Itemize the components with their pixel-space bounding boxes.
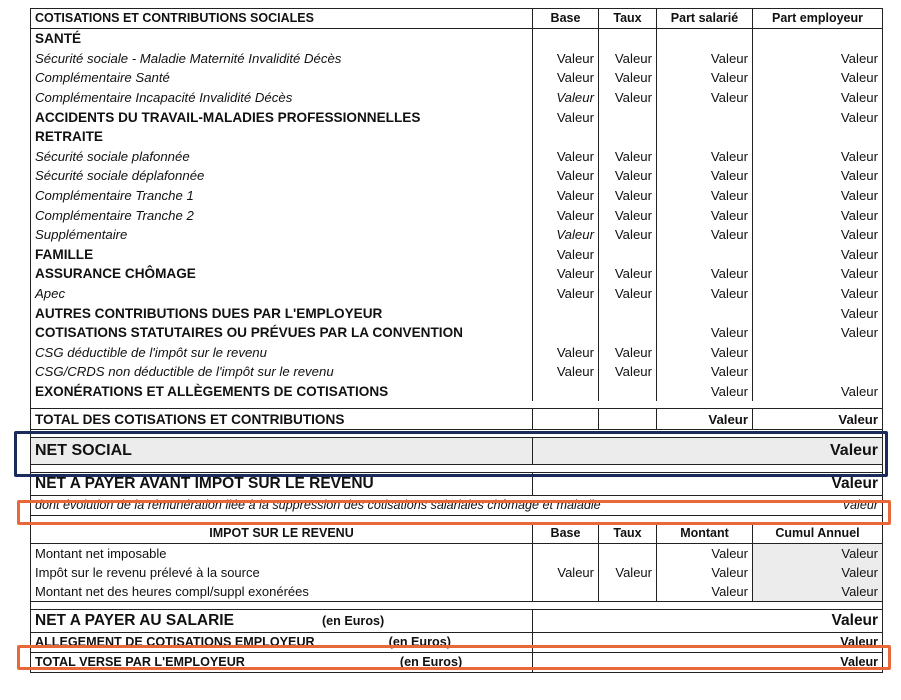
impot-label: Montant net imposable [31, 543, 533, 563]
cotisation-part-employeur: Valeur [753, 107, 883, 127]
cotisations-header-row [31, 9, 883, 29]
cotisation-part-salarie: Valeur [657, 382, 753, 402]
cotisation-part-employeur: Valeur [753, 205, 883, 225]
cotisation-row [31, 343, 883, 363]
cotisation-part-salarie: Valeur [657, 362, 753, 382]
cotisation-label: CSG déductible de l'impôt sur le revenu [31, 343, 533, 363]
cotisation-label: Sécurité sociale plafonnée [31, 147, 533, 167]
cotisation-base [533, 127, 599, 147]
header-base: Base [533, 9, 599, 29]
cotisation-part-employeur [753, 29, 883, 49]
cotisation-taux: Valeur [599, 68, 657, 88]
cotisation-part-employeur: Valeur [753, 68, 883, 88]
cotisation-part-salarie [657, 127, 753, 147]
impot-header-title: IMPOT SUR LE REVENU [31, 523, 533, 543]
total-part-employeur: Valeur [753, 409, 883, 430]
impot-montant: Valeur [657, 563, 753, 582]
cotisation-base: Valeur [533, 284, 599, 304]
cotisation-base: Valeur [533, 205, 599, 225]
allegement-highlight [17, 645, 891, 670]
impot-header-cumul: Cumul Annuel [753, 523, 883, 543]
cotisation-base: Valeur [533, 68, 599, 88]
cotisation-label: SANTÉ [31, 29, 533, 49]
cotisation-row [31, 107, 883, 127]
cotisation-part-salarie: Valeur [657, 147, 753, 167]
cotisation-base: Valeur [533, 166, 599, 186]
cotisation-taux: Valeur [599, 147, 657, 167]
impot-table [30, 523, 883, 601]
cotisation-taux: Valeur [599, 225, 657, 245]
cotisation-base [533, 323, 599, 343]
net-avant-impot-value: Valeur [533, 472, 883, 495]
cotisation-row [31, 205, 883, 225]
dont-evolution-value: Valeur [753, 495, 883, 515]
cotisation-base [533, 382, 599, 402]
cotisation-row [31, 29, 883, 49]
cotisation-taux: Valeur [599, 343, 657, 363]
impot-taux [599, 582, 657, 601]
cotisations-table [30, 8, 883, 401]
cotisation-taux [599, 323, 657, 343]
cotisation-part-employeur: Valeur [753, 284, 883, 304]
cotisation-taux [599, 107, 657, 127]
cotisation-base [533, 303, 599, 323]
cotisation-part-salarie: Valeur [657, 205, 753, 225]
cotisation-row [31, 49, 883, 69]
cotisation-part-employeur [753, 362, 883, 382]
cotisation-part-employeur: Valeur [753, 245, 883, 265]
cotisation-part-salarie: Valeur [657, 68, 753, 88]
cotisation-part-employeur: Valeur [753, 382, 883, 402]
impot-label: Impôt sur le revenu prélevé à la source [31, 563, 533, 582]
cotisation-base: Valeur [533, 343, 599, 363]
cotisation-taux: Valeur [599, 166, 657, 186]
cotisation-label: Apec [31, 284, 533, 304]
cotisation-base [533, 29, 599, 49]
net-social-value: Valeur [533, 437, 883, 464]
cotisation-part-salarie [657, 107, 753, 127]
cotisation-row [31, 382, 883, 402]
impot-taux [599, 543, 657, 563]
net-avant-impot-label: NET A PAYER AVANT IMPOT SUR LE REVENU [31, 472, 533, 495]
cotisation-part-employeur: Valeur [753, 264, 883, 284]
net-salarie-label: NET A PAYER AU SALARIE [35, 611, 234, 629]
cotisation-row [31, 264, 883, 284]
cotisation-taux: Valeur [599, 284, 657, 304]
cotisation-part-salarie [657, 245, 753, 265]
cotisation-label: ASSURANCE CHÔMAGE [31, 264, 533, 284]
cotisation-row [31, 303, 883, 323]
total-label: TOTAL DES COTISATIONS ET CONTRIBUTIONS [31, 409, 533, 430]
cotisation-label: Sécurité sociale déplafonnée [31, 166, 533, 186]
cotisation-part-employeur: Valeur [753, 88, 883, 108]
cotisation-label: Complémentaire Tranche 1 [31, 186, 533, 206]
payslip-sheet [30, 8, 882, 673]
cotisation-base: Valeur [533, 225, 599, 245]
cotisation-label: Sécurité sociale - Maladie Maternité Invalidité Décès [31, 49, 533, 69]
cotisation-base: Valeur [533, 264, 599, 284]
cotisation-taux: Valeur [599, 49, 657, 69]
cotisation-row [31, 147, 883, 167]
cotisation-taux: Valeur [599, 205, 657, 225]
dont-evolution-label: dont évolution de la rémunération liée à la suppression des cotisations salariales chômage et maladie [31, 495, 753, 515]
impot-header-taux: Taux [599, 523, 657, 543]
impot-base: Valeur [533, 563, 599, 582]
impot-header-montant: Montant [657, 523, 753, 543]
cotisation-label: COTISATIONS STATUTAIRES OU PRÉVUES PAR LA CONVENTION [31, 323, 533, 343]
cotisation-part-employeur: Valeur [753, 186, 883, 206]
impot-cumul: Valeur [753, 582, 883, 601]
net-social-label: NET SOCIAL [31, 437, 533, 464]
header-part-employeur: Part employeur [753, 9, 883, 29]
cotisation-base: Valeur [533, 245, 599, 265]
header-taux: Taux [599, 9, 657, 29]
total-part-salarie: Valeur [657, 409, 753, 430]
impot-header-row [31, 523, 883, 543]
cotisation-part-salarie: Valeur [657, 284, 753, 304]
net-salarie-cell [31, 609, 533, 632]
impot-row [31, 582, 883, 601]
cotisation-label: EXONÉRATIONS ET ALLÈGEMENTS DE COTISATIONS [31, 382, 533, 402]
cotisation-taux: Valeur [599, 362, 657, 382]
cotisation-base: Valeur [533, 107, 599, 127]
impot-montant: Valeur [657, 543, 753, 563]
cotisation-part-salarie: Valeur [657, 186, 753, 206]
cotisation-row [31, 225, 883, 245]
cotisation-part-employeur [753, 343, 883, 363]
impot-row [31, 543, 883, 563]
impot-header-base: Base [533, 523, 599, 543]
cotisation-part-employeur: Valeur [753, 323, 883, 343]
cotisation-taux: Valeur [599, 264, 657, 284]
cotisation-base: Valeur [533, 362, 599, 382]
cotisation-taux [599, 382, 657, 402]
cotisation-label: AUTRES CONTRIBUTIONS DUES PAR L'EMPLOYEUR [31, 303, 533, 323]
cotisation-row [31, 68, 883, 88]
impot-cumul: Valeur [753, 563, 883, 582]
cotisation-part-salarie: Valeur [657, 49, 753, 69]
net-salarie-value: Valeur [533, 609, 883, 632]
cotisation-part-salarie: Valeur [657, 343, 753, 363]
cotisation-label: ACCIDENTS DU TRAVAIL-MALADIES PROFESSIONNELLES [31, 107, 533, 127]
cotisation-taux: Valeur [599, 88, 657, 108]
cotisation-part-employeur: Valeur [753, 303, 883, 323]
cotisation-base: Valeur [533, 186, 599, 206]
cotisation-part-salarie: Valeur [657, 166, 753, 186]
cotisation-base: Valeur [533, 49, 599, 69]
cotisation-row [31, 362, 883, 382]
cotisation-label: Supplémentaire [31, 225, 533, 245]
impot-base [533, 543, 599, 563]
cotisation-row [31, 284, 883, 304]
impot-montant: Valeur [657, 582, 753, 601]
cotisation-part-employeur: Valeur [753, 49, 883, 69]
total-verse-label: TOTAL VERSE PAR L'EMPLOYEUR [35, 654, 245, 669]
allegement-value: Valeur [533, 632, 883, 652]
allegement-label: ALLEGEMENT DE COTISATIONS EMPLOYEUR [35, 634, 315, 649]
cotisation-row [31, 323, 883, 343]
impot-row [31, 563, 883, 582]
dont-evolution-highlight [17, 500, 891, 525]
impot-base [533, 582, 599, 601]
cotisation-taux [599, 245, 657, 265]
cotisation-part-salarie: Valeur [657, 88, 753, 108]
cotisation-part-salarie: Valeur [657, 323, 753, 343]
cotisation-row [31, 88, 883, 108]
cotisation-base: Valeur [533, 88, 599, 108]
cotisation-label: Complémentaire Tranche 2 [31, 205, 533, 225]
cotisation-part-employeur: Valeur [753, 166, 883, 186]
total-row [31, 409, 883, 430]
allegement-unit: (en Euros) [388, 634, 451, 649]
cotisation-base: Valeur [533, 147, 599, 167]
impot-cumul: Valeur [753, 543, 883, 563]
net-social-highlight [14, 431, 888, 477]
cotisation-part-salarie: Valeur [657, 225, 753, 245]
cotisations-header-title: COTISATIONS ET CONTRIBUTIONS SOCIALES [31, 9, 533, 29]
cotisation-row [31, 186, 883, 206]
total-verse-value: Valeur [533, 652, 883, 672]
cotisation-label: Complémentaire Santé [31, 68, 533, 88]
cotisation-row [31, 166, 883, 186]
impot-label: Montant net des heures compl/suppl exonérées [31, 582, 533, 601]
cotisation-part-salarie: Valeur [657, 264, 753, 284]
cotisation-part-employeur: Valeur [753, 225, 883, 245]
net-salarie-unit: (en Euros) [321, 613, 385, 628]
cotisation-taux [599, 29, 657, 49]
cotisation-part-employeur [753, 127, 883, 147]
cotisation-part-salarie [657, 303, 753, 323]
cotisation-label: CSG/CRDS non déductible de l'impôt sur le revenu [31, 362, 533, 382]
impot-taux: Valeur [599, 563, 657, 582]
total-verse-unit: (en Euros) [399, 654, 463, 669]
cotisation-taux: Valeur [599, 186, 657, 206]
cotisation-part-employeur: Valeur [753, 147, 883, 167]
cotisation-taux [599, 303, 657, 323]
cotisation-part-salarie [657, 29, 753, 49]
cotisation-label: FAMILLE [31, 245, 533, 265]
header-part-salarie: Part salarié [657, 9, 753, 29]
cotisation-row [31, 245, 883, 265]
cotisation-row [31, 127, 883, 147]
cotisation-label: Complémentaire Incapacité Invalidité Décès [31, 88, 533, 108]
cotisation-label: RETRAITE [31, 127, 533, 147]
net-salarie-row [31, 609, 883, 632]
cotisation-taux [599, 127, 657, 147]
